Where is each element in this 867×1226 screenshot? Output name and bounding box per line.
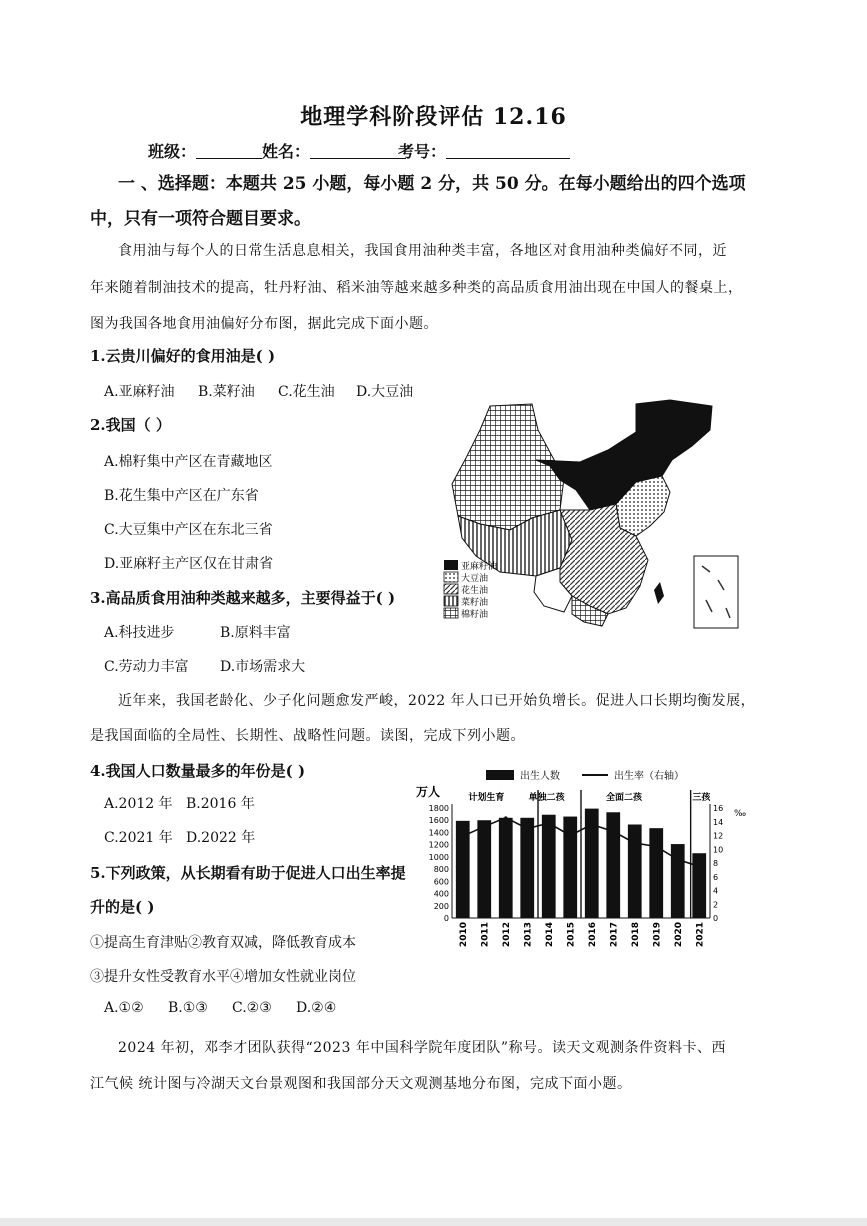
policy-period-label: 单独二孩 [528, 793, 565, 803]
option-d[interactable]: D.②④ [296, 1000, 337, 1016]
left-tick-label: 800 [433, 865, 449, 875]
number-blank[interactable] [446, 142, 570, 159]
birth-rate-point [612, 830, 615, 833]
edible-oil-preference-map [440, 400, 740, 632]
birth-rate-point [526, 827, 529, 830]
right-tick-label: 14 [713, 817, 724, 827]
page-bottom-edge [0, 1218, 867, 1226]
x-tick-label: 2015 [566, 922, 577, 948]
option-c[interactable]: C.花生油 [278, 384, 335, 400]
left-tick-label: 1400 [428, 828, 449, 838]
birth-rate-point [676, 858, 679, 861]
section-heading-line2: 中，只有一项符合题目要求。 [90, 209, 311, 229]
option-a[interactable]: A.2012 年 [104, 796, 173, 812]
right-tick-label: 6 [713, 872, 719, 882]
legend-line-label: 出生率（右轴） [614, 771, 684, 782]
bar [520, 818, 534, 918]
x-tick-label: 2018 [630, 922, 641, 948]
right-tick-label: 4 [713, 886, 719, 896]
passage3-line2: 江气候 统计图与冷湖天文台景观图和我国部分天文观测基地分布图，完成下面小题。 [90, 1076, 632, 1092]
option-b[interactable]: B.2016 年 [186, 796, 255, 812]
class-label: 班级： [148, 142, 197, 161]
bar [692, 853, 706, 918]
bar [499, 818, 513, 918]
bar [649, 828, 663, 918]
population-birth-chart [412, 764, 747, 960]
option-d[interactable]: D.大豆油 [356, 384, 414, 400]
legend-item-2: 大豆油 [461, 574, 489, 584]
option-d[interactable]: D.市场需求大 [220, 659, 306, 675]
legend-item-4: 菜籽油 [461, 598, 489, 608]
question-1-stem: 1.云贵川偏好的食用油是( ) [90, 347, 276, 365]
passage1-line2: 年来随着制油技术的提高，牡丹籽油、稻米油等越来越多种类的高品质食用油出现在中国人的餐桌上， [90, 280, 743, 296]
right-axis-unit: ‰ [734, 809, 747, 819]
question-2-stem: 2.我国（ ） [90, 416, 171, 434]
right-tick-label: 10 [713, 845, 724, 855]
question-2-option-d[interactable]: D.亚麻籽主产区仅在甘肃省 [104, 556, 274, 572]
question-4-stem: 4.我国人口数量最多的年份是( ) [90, 762, 306, 780]
x-tick-label: 2016 [587, 922, 598, 948]
bar [542, 815, 556, 918]
x-tick-label: 2010 [458, 922, 469, 948]
birth-rate-point [633, 842, 636, 845]
legend-item-5: 棉籽油 [461, 610, 489, 620]
bar [563, 817, 577, 918]
left-tick-label: 1000 [428, 852, 449, 862]
question-4-options-row1 [104, 793, 255, 813]
question-2-option-a[interactable]: A.棉籽集中产区在青藏地区 [104, 454, 273, 470]
policy-period-label: 计划生育 [468, 793, 505, 803]
option-c[interactable]: C.②③ [232, 1000, 272, 1016]
option-c[interactable]: C.2021 年 [104, 830, 173, 846]
birth-rate-point [504, 816, 507, 819]
question-5-items-line2: ③提升女性受教育水平④增加女性就业岗位 [90, 969, 356, 985]
policy-period-label: 全面二孩 [605, 793, 643, 803]
option-d[interactable]: D.2022 年 [186, 830, 256, 846]
number-label: 考号： [398, 142, 447, 161]
bar [606, 812, 620, 918]
section-heading-line1: 一 、选择题：本题共 25 小题，每小题 2 分，共 50 分。在每小题给出的四个选项 [118, 174, 746, 194]
birth-rate-point [590, 823, 593, 826]
question-2-option-c[interactable]: C.大豆集中产区在东北三省 [104, 522, 273, 538]
option-b[interactable]: B.原料丰富 [220, 625, 291, 641]
option-b[interactable]: B.菜籽油 [198, 384, 255, 400]
x-tick-label: 2011 [480, 922, 491, 948]
option-a[interactable]: A.①② [104, 1000, 144, 1016]
x-tick-label: 2013 [523, 922, 534, 948]
question-5-items-line1: ①提高生育津贴②教育双减，降低教育成本 [90, 935, 356, 951]
class-field [148, 139, 262, 162]
right-tick-label: 16 [713, 804, 724, 813]
birth-rate-point [483, 825, 486, 828]
question-4-options-row2 [104, 827, 255, 847]
right-tick-label: 12 [713, 831, 724, 841]
bar [671, 844, 685, 918]
south-china-sea-inset [694, 556, 738, 628]
class-blank[interactable] [196, 142, 262, 159]
legend-bar-label: 出生人数 [520, 771, 560, 782]
name-blank[interactable] [310, 142, 406, 159]
number-field [398, 139, 570, 162]
right-tick-label: 8 [713, 859, 719, 868]
bar [477, 820, 491, 918]
question-5-stem-line1: 5.下列政策，从长期看有助于促进人口出生率提 [90, 864, 406, 882]
question-5-options [104, 1000, 336, 1016]
policy-period-label: 三孩 [692, 793, 711, 803]
x-tick-label: 2019 [652, 922, 663, 948]
passage2-line2: 是我国面临的全局性、长期性、战略性问题。读图，完成下列小题。 [90, 728, 525, 744]
birth-rate-point [569, 834, 572, 837]
name-label: 姓名： [262, 142, 311, 161]
name-field [262, 139, 406, 162]
x-tick-label: 2014 [544, 922, 555, 948]
chart-legend [486, 769, 684, 782]
option-a[interactable]: A.科技进步 [104, 625, 175, 641]
passage1-line1: 食用油与每个人的日常生活息息相关，我国食用油种类丰富，各地区对食用油种类偏好不同，近 [118, 243, 727, 259]
left-tick-label: 0 [443, 914, 449, 923]
map-region-taiwan [654, 582, 664, 604]
option-c[interactable]: C.劳动力丰富 [104, 659, 189, 675]
passage2-line1: 近年来，我国老龄化、少子化问题愈发严峻，2022 年人口已开始负增长。促进人口长期均衡发展， [118, 693, 756, 709]
left-tick-label: 600 [433, 877, 449, 887]
left-tick-label: 400 [433, 889, 449, 899]
left-axis-unit: 万人 [416, 785, 441, 799]
option-a[interactable]: A.亚麻籽油 [104, 384, 175, 400]
birth-rate-point [461, 835, 464, 838]
question-5-stem-line2: 升的是( ) [90, 898, 155, 916]
question-3-options-row1 [104, 622, 291, 642]
right-tick-label: 0 [713, 914, 719, 923]
left-tick-label: 1200 [428, 840, 449, 850]
question-2-option-b[interactable]: B.花生集中产区在广东省 [104, 488, 259, 504]
passage1-line3: 图为我国各地食用油偏好分布图，据此完成下面小题。 [90, 316, 438, 332]
right-tick-label: 2 [713, 900, 719, 910]
x-tick-label: 2020 [673, 922, 684, 948]
birth-rate-point [698, 865, 701, 868]
legend-item-1: 亚麻籽油 [461, 562, 498, 572]
x-tick-label: 2017 [609, 922, 620, 948]
option-b[interactable]: B.①③ [168, 1000, 208, 1016]
birth-rate-point [655, 845, 658, 848]
legend-item-3: 花生油 [461, 586, 489, 596]
map-region-northwest [452, 404, 564, 530]
passage3-line1: 2024 年初，邓李才团队获得“2023 年中国科学院年度团队”称号。读天文观测条件资料卡、西 [118, 1040, 726, 1056]
question-3-stem: 3.高品质食用油种类越来越多，主要得益于( ) [90, 589, 396, 607]
map-legend [444, 560, 497, 620]
birth-rate-point [547, 822, 550, 825]
page-title: 地理学科阶段评估 12.16 [300, 104, 567, 130]
x-tick-label: 2021 [695, 922, 706, 948]
left-tick-label: 200 [433, 901, 449, 911]
bar [628, 825, 642, 919]
question-3-options-row2 [104, 656, 305, 676]
question-1-options [104, 381, 413, 401]
left-tick-label: 1800 [428, 804, 449, 813]
x-tick-label: 2012 [501, 922, 512, 948]
left-tick-label: 1600 [428, 816, 449, 826]
